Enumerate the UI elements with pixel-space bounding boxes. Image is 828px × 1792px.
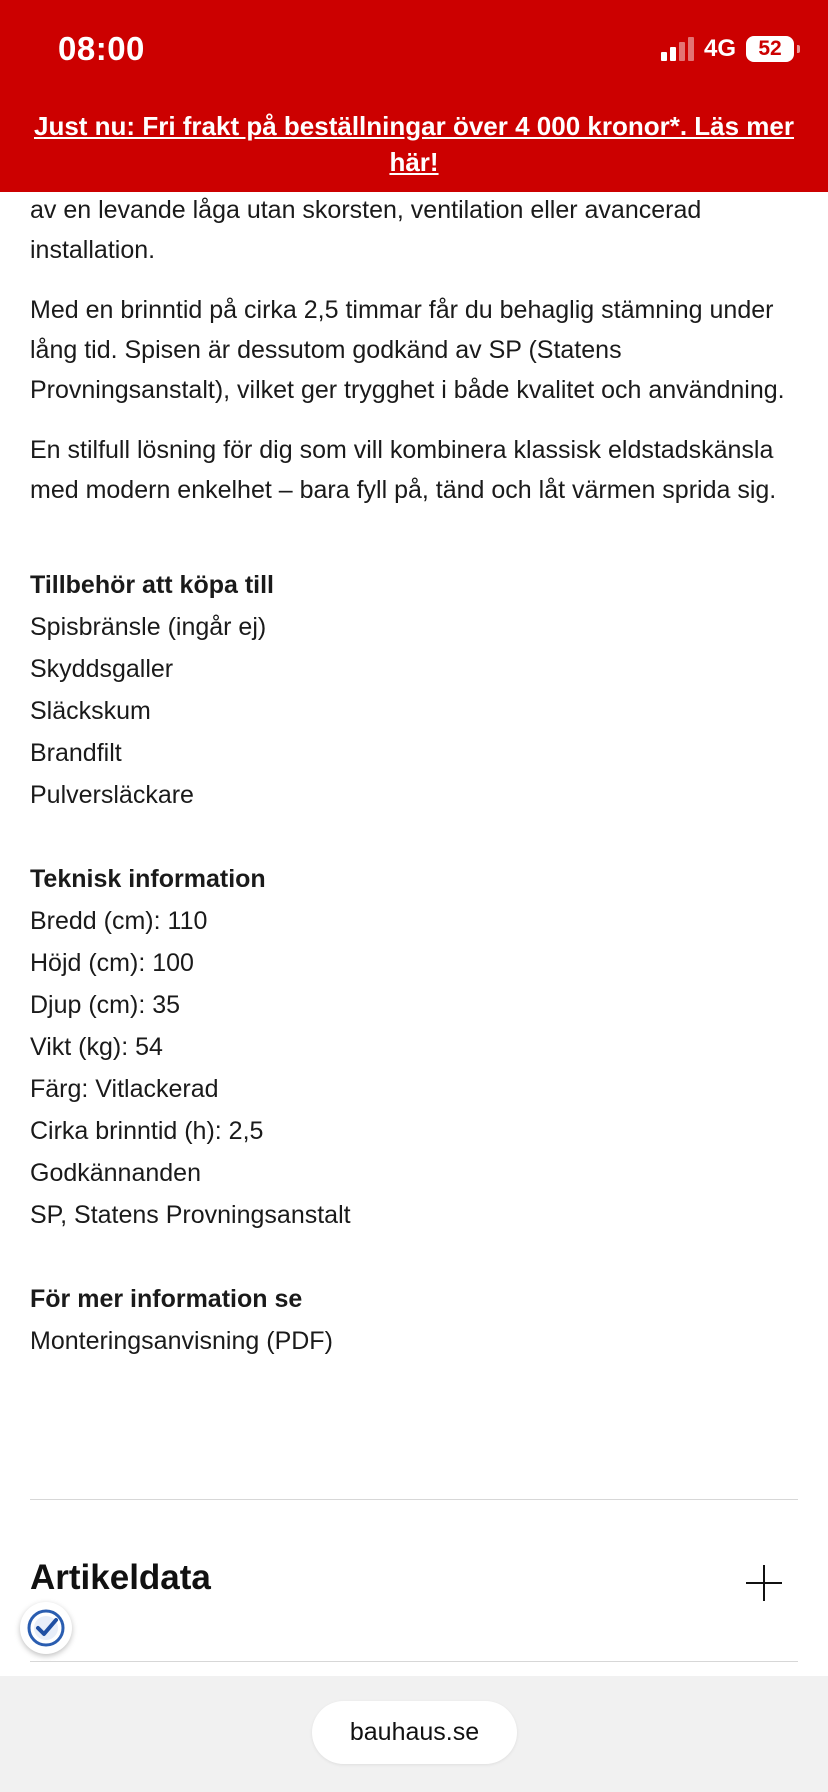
- accessory-item: Brandfilt: [30, 739, 122, 767]
- description-paragraph: Med en brinntid på cirka 2,5 timmar får du behaglig stämning under lång tid. Spisen är dessutom godkänd av SP (Statens Provningsanstalt), vilket ger trygghet i både kvalitet och användning.: [30, 296, 785, 404]
- description-paragraph: av en levande låga utan skorsten, ventilation eller avancerad installation.: [30, 196, 702, 264]
- spec-item: Cirka brinntid (h): 2,5: [30, 1117, 264, 1145]
- divider: [30, 1499, 798, 1500]
- cellular-signal-icon: [661, 37, 694, 61]
- mounting-instructions-link[interactable]: Monteringsanvisning (PDF): [30, 1327, 333, 1355]
- accessory-item: Släckskum: [30, 697, 151, 725]
- spec-item: Vikt (kg): 54: [30, 1033, 163, 1061]
- description-paragraph: En stilfull lösning för dig som vill kombinera klassisk eldstadskänsla med modern enkelhet – bara fyll på, tänd och låt värmen sprida sig.: [30, 436, 777, 504]
- accessory-item: Spisbränsle (ingår ej): [30, 613, 267, 641]
- more-info-section: [30, 1278, 798, 1362]
- technical-heading: Teknisk information: [30, 865, 266, 893]
- accessory-item: Skyddsgaller: [30, 655, 174, 683]
- status-time: 08:00: [58, 30, 145, 67]
- divider: [30, 1661, 798, 1662]
- trust-badge-icon[interactable]: [20, 1602, 72, 1654]
- spec-item: Djup (cm): 35: [30, 991, 181, 1019]
- spec-item: Höjd (cm): 100: [30, 949, 194, 977]
- battery-icon: [746, 36, 794, 62]
- accessory-item: Pulversläckare: [30, 781, 194, 809]
- status-indicators: [661, 34, 794, 64]
- spec-item: Bredd (cm): 110: [30, 907, 208, 935]
- product-description: [30, 190, 798, 1362]
- spec-item: Godkännanden: [30, 1159, 201, 1187]
- top-banner: [0, 0, 828, 192]
- technical-section: [30, 858, 798, 1236]
- free-shipping-link[interactable]: Just nu: Fri frakt på beställningar över 4 000 kronor*. Läs mer här!: [33, 111, 795, 177]
- spec-item: SP, Statens Provningsanstalt: [30, 1201, 351, 1229]
- spec-item: Färg: Vitlackerad: [30, 1075, 219, 1103]
- expand-plus-icon[interactable]: [746, 1565, 782, 1601]
- address-bar[interactable]: bauhaus.se: [312, 1701, 517, 1764]
- article-data-heading[interactable]: Artikeldata: [30, 1558, 211, 1597]
- accessories-section: [30, 564, 798, 816]
- network-type: 4G: [703, 35, 736, 62]
- accessories-heading: Tillbehör att köpa till: [30, 571, 275, 599]
- more-info-heading: För mer information se: [30, 1285, 303, 1313]
- battery-level: 52: [758, 37, 782, 60]
